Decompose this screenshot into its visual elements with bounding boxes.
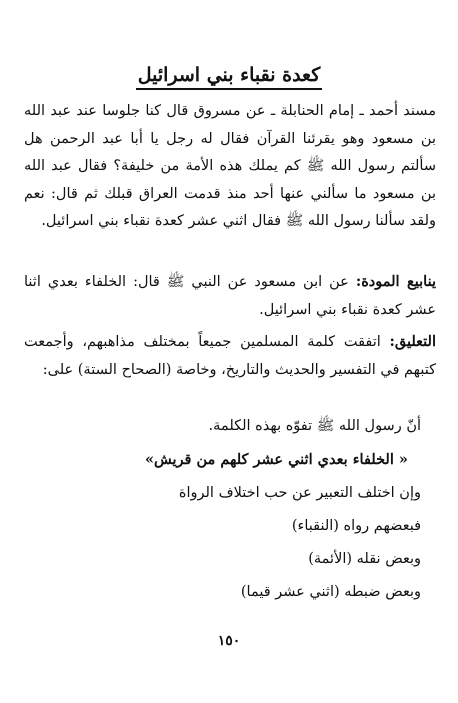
page-number: ١٥٠ bbox=[217, 633, 241, 649]
statement-line-4: فبعضهم رواه (النقباء) bbox=[291, 518, 421, 534]
chapter-title-text: كعدة نقباء بني اسرائيل bbox=[136, 64, 323, 90]
statement-line-1: أنّ رسول الله ﷺ تفوّه بهذه الكلمة. bbox=[208, 418, 421, 434]
hadith-paragraph-musnad-ahmad: مسند أحمد ـ إمام الحنابلة ـ عن مسروق قال كنا جلوسا عند عبد الله بن مسعود وهو يقرئنا القرآن فقال له رجل يا أبا عبد الرحمن هل سألتم رسول الله ﷺ كم يملك هذه الأمة من خليفة؟ فقال عبد الله بن مسعود ما سألني عنها أحد منذ قدمت العراق قبلك ثم قال: نعم ولقد سألنا رسول الله ﷺ فقال اثني عشر كعدة نقباء بني اسرائيل. bbox=[24, 103, 436, 229]
statement-line-5: وبعض نقله (الأئمة) bbox=[308, 551, 421, 567]
commentary-text: اتفقت كلمة المسلمين جميعاً بمختلف مذاهبهم، وأجمعت كتبهم في التفسير والحديث والتاريخ، وخاصة (الصحاح الستة) على: bbox=[24, 334, 436, 378]
source-label-yanabi: ينابيع المودة: bbox=[355, 273, 436, 290]
hadith-quote-line: « الخلفاء بعدي اثني عشر كلهم من قريش» bbox=[144, 451, 408, 468]
commentary-label: التعليق: bbox=[389, 333, 436, 350]
hadith-paragraph-yanabi bbox=[24, 268, 436, 324]
source-text-yanabi: عن ابن مسعود عن النبي ﷺ قال: الخلفاء بعدي اثنا عشر كعدة نقباء بني اسرائيل. bbox=[24, 274, 436, 318]
statement-line-6: وبعض ضبطه (اثني عشر قيما) bbox=[240, 584, 421, 600]
commentary-paragraph bbox=[24, 328, 436, 384]
statement-line-3: وإن اختلف التعبير عن حب اختلاف الرواة bbox=[178, 485, 421, 501]
chapter-title bbox=[0, 62, 458, 88]
